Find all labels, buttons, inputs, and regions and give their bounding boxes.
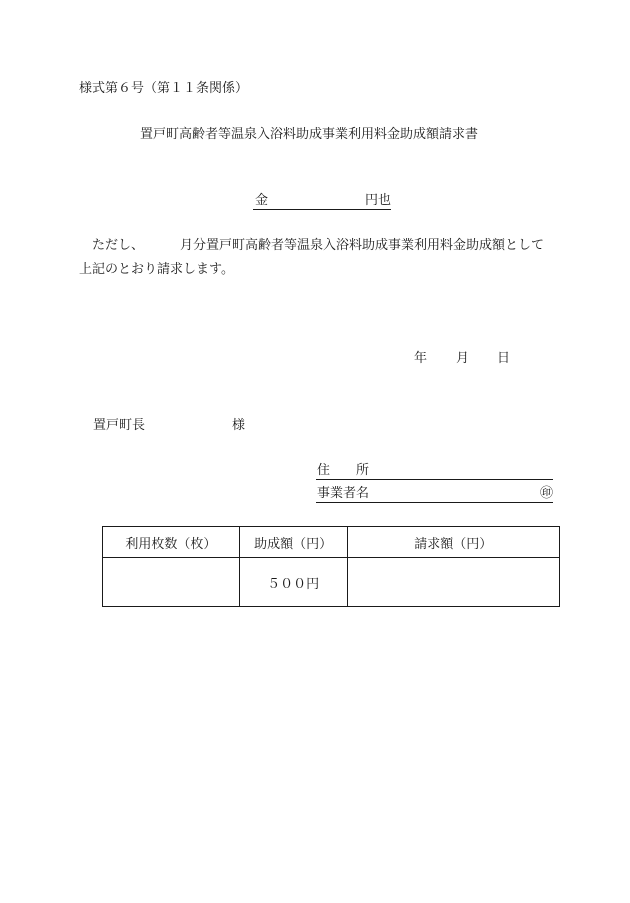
header-claim-amount: 請求額（円） [347,527,560,558]
body-line-1 [92,238,544,254]
address-label: 住 所 [317,463,370,478]
body-line-1-start: ただし、 [92,238,145,253]
date-year-label: 年 [414,351,428,366]
amount-line [253,193,391,210]
date-day-label: 日 [497,351,511,366]
operator-name-field [316,486,553,503]
header-subsidy-amount: 助成額（円） [239,527,347,558]
form-number: 様式第６号（第１１条関係） [79,81,249,96]
billing-table [102,526,560,607]
address-field [316,463,553,480]
addressee-name: 置戸町長 [93,418,146,433]
body-line-2: 上記のとおり請求します。 [79,262,234,277]
header-usage-count: 利用枚数（枚） [103,527,240,558]
operator-name-label: 事業者名 [317,486,370,501]
addressee-honorific: 様 [232,418,246,433]
document-title: 置戸町高齢者等温泉入浴料助成事業利用料金助成額請求書 [140,127,479,142]
amount-suffix: 円也 [364,193,391,208]
table-header-row [103,527,560,558]
date-month-label: 月 [456,351,470,366]
cell-usage-count [103,558,240,607]
body-line-1-end: 月分置戸町高齢者等温泉入浴料助成事業利用料金助成額として [180,238,545,253]
amount-prefix: 金 [255,193,269,208]
cell-claim-amount [347,558,560,607]
cell-subsidy-amount: ５００円 [239,558,347,607]
table-row [103,558,560,607]
seal-mark: ㊞ [539,486,553,501]
